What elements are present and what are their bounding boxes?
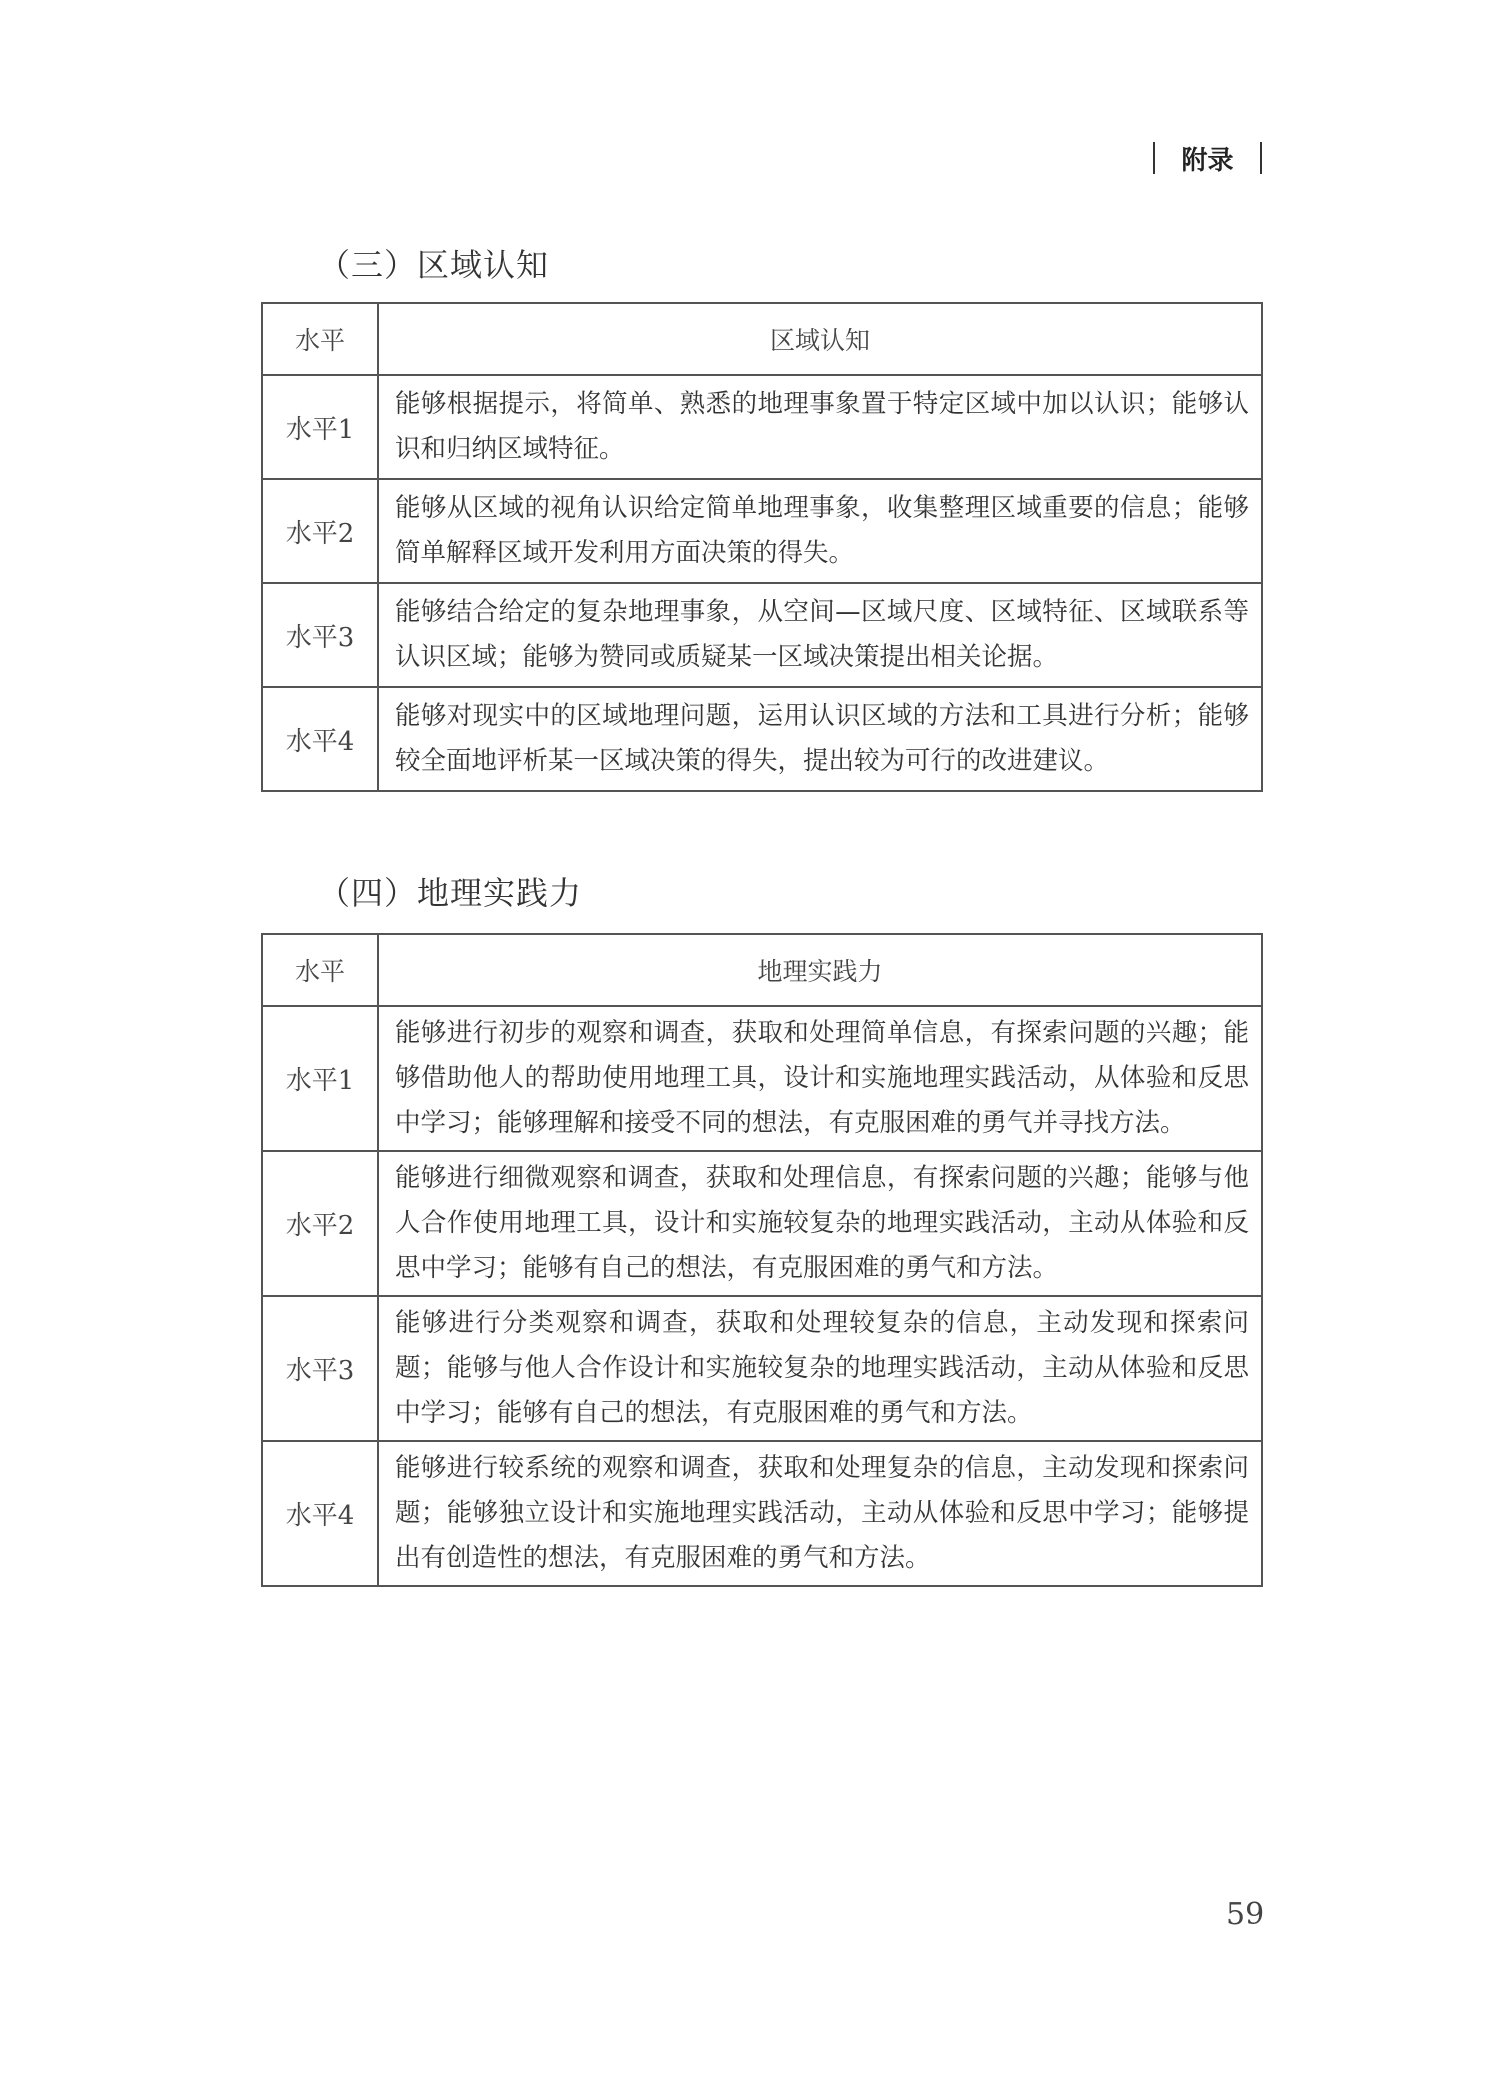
table-row bbox=[262, 1006, 1262, 1151]
table-header-row bbox=[262, 934, 1262, 1006]
section-heading-geographic-practice: （四）地理实践力 bbox=[318, 874, 583, 912]
regional-cognition-table bbox=[261, 302, 1263, 792]
geographic-practice-table bbox=[261, 933, 1263, 1587]
table-row bbox=[262, 1296, 1262, 1441]
column-header-level: 水平 bbox=[262, 303, 378, 375]
level-cell: 水平1 bbox=[262, 375, 378, 479]
header-section-title: 附录 bbox=[1181, 145, 1234, 176]
header-divider-right bbox=[1260, 142, 1262, 174]
description-cell: 能够进行初步的观察和调查，获取和处理简单信息，有探索问题的兴趣；能够借助他人的帮助使用地理工具，设计和实施地理实践活动，从体验和反思中学习；能够理解和接受不同的想法，有克服困难的勇气并寻找方法。 bbox=[378, 1006, 1262, 1151]
column-header-regional-cognition: 区域认知 bbox=[378, 303, 1262, 375]
level-cell: 水平1 bbox=[262, 1006, 378, 1151]
table-row bbox=[262, 1151, 1262, 1296]
level-cell: 水平2 bbox=[262, 479, 378, 583]
description-cell: 能够进行较系统的观察和调查，获取和处理复杂的信息，主动发现和探索问题；能够独立设计和实施地理实践活动，主动从体验和反思中学习；能够提出有创造性的想法，有克服困难的勇气和方法。 bbox=[378, 1441, 1262, 1586]
table-header-row bbox=[262, 303, 1262, 375]
table-row bbox=[262, 583, 1262, 687]
header-divider-left bbox=[1153, 142, 1155, 174]
table-row bbox=[262, 687, 1262, 791]
page-number: 59 bbox=[1226, 1897, 1265, 1932]
level-cell: 水平4 bbox=[262, 687, 378, 791]
level-cell: 水平3 bbox=[262, 583, 378, 687]
description-cell: 能够对现实中的区域地理问题，运用认识区域的方法和工具进行分析；能够较全面地评析某一区域决策的得失，提出较为可行的改进建议。 bbox=[378, 687, 1262, 791]
level-cell: 水平3 bbox=[262, 1296, 378, 1441]
table-row bbox=[262, 1441, 1262, 1586]
level-cell: 水平4 bbox=[262, 1441, 378, 1586]
description-cell: 能够进行分类观察和调查，获取和处理较复杂的信息，主动发现和探索问题；能够与他人合作设计和实施较复杂的地理实践活动，主动从体验和反思中学习；能够有自己的想法，有克服困难的勇气和方法。 bbox=[378, 1296, 1262, 1441]
description-cell: 能够根据提示，将简单、熟悉的地理事象置于特定区域中加以认识；能够认识和归纳区域特征。 bbox=[378, 375, 1262, 479]
description-cell: 能够进行细微观察和调查，获取和处理信息，有探索问题的兴趣；能够与他人合作使用地理工具，设计和实施较复杂的地理实践活动，主动从体验和反思中学习；能够有自己的想法，有克服困难的勇气和方法。 bbox=[378, 1151, 1262, 1296]
description-cell: 能够从区域的视角认识给定简单地理事象，收集整理区域重要的信息；能够简单解释区域开发利用方面决策的得失。 bbox=[378, 479, 1262, 583]
level-cell: 水平2 bbox=[262, 1151, 378, 1296]
column-header-level: 水平 bbox=[262, 934, 378, 1006]
running-header bbox=[1145, 138, 1270, 178]
table-row bbox=[262, 479, 1262, 583]
description-cell: 能够结合给定的复杂地理事象，从空间—区域尺度、区域特征、区域联系等认识区域；能够为赞同或质疑某一区域决策提出相关论据。 bbox=[378, 583, 1262, 687]
section-heading-regional-cognition: （三）区域认知 bbox=[318, 246, 550, 284]
table-row bbox=[262, 375, 1262, 479]
column-header-geographic-practice: 地理实践力 bbox=[378, 934, 1262, 1006]
